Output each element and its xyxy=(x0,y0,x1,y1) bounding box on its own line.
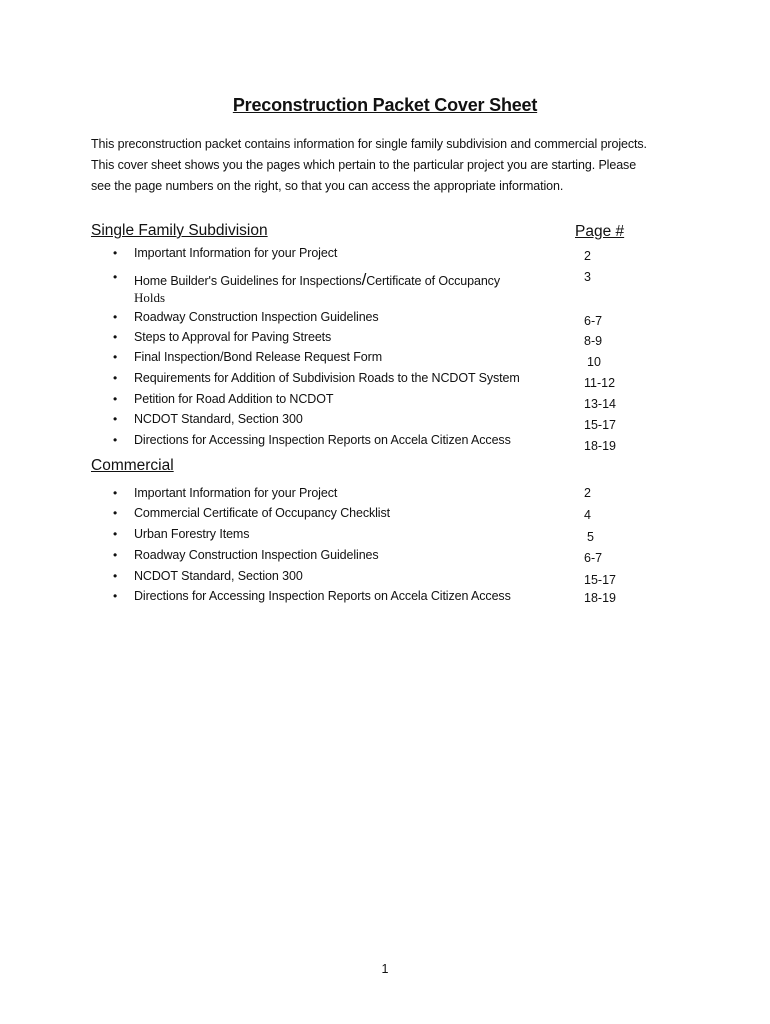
bullet: • xyxy=(113,486,118,500)
item-page: 15-17 xyxy=(584,418,616,432)
list-item xyxy=(0,270,770,290)
section-heading-single-family: Single Family Subdivision xyxy=(91,222,268,239)
bullet: • xyxy=(113,350,118,364)
bullet: • xyxy=(113,548,118,562)
item-page: 6-7 xyxy=(584,314,603,328)
item-label: NCDOT Standard, Section 300 xyxy=(134,412,303,426)
item-label: Directions for Accessing Inspection Reports on Accela Citizen Access xyxy=(134,589,511,603)
item-label: Steps to Approval for Paving Streets xyxy=(134,330,332,344)
item-label-part: Certificate of Occupancy xyxy=(366,274,500,288)
item-page: 6-7 xyxy=(584,551,603,565)
item-page: 18-19 xyxy=(584,439,616,453)
item-label: Important Information for your Project xyxy=(134,486,338,500)
item-page: 3 xyxy=(584,270,591,284)
bullet: • xyxy=(113,589,118,603)
list-item xyxy=(0,371,770,391)
list-item xyxy=(0,246,770,266)
item-page: 2 xyxy=(584,249,591,263)
item-label: NCDOT Standard, Section 300 xyxy=(134,569,303,583)
list-item xyxy=(0,330,770,350)
bullet: • xyxy=(113,412,118,426)
bullet: • xyxy=(113,310,118,324)
list-item xyxy=(0,433,770,453)
list-item xyxy=(0,569,770,589)
item-label: Commercial Certificate of Occupancy Checklist xyxy=(134,506,390,520)
list-item xyxy=(0,486,770,506)
page-column-heading: Page # xyxy=(575,223,625,240)
list-item xyxy=(0,412,770,432)
intro-line: see the page numbers on the right, so that you can access the appropriate information. xyxy=(91,179,564,193)
page-number: 1 xyxy=(381,962,389,976)
bullet: • xyxy=(113,433,118,447)
list-item xyxy=(0,589,770,609)
item-page: 8-9 xyxy=(584,334,603,348)
item-label: Final Inspection/Bond Release Request Form xyxy=(134,350,383,364)
item-label: Directions for Accessing Inspection Reports on Accela Citizen Access xyxy=(134,433,511,447)
section-heading-commercial: Commercial xyxy=(91,457,174,474)
bullet: • xyxy=(113,270,118,284)
item-page: 18-19 xyxy=(584,591,616,605)
item-page: 15-17 xyxy=(584,573,616,587)
bullet: • xyxy=(113,569,118,583)
item-label: Roadway Construction Inspection Guidelines xyxy=(134,310,379,324)
item-label: Requirements for Addition of Subdivision Roads to the NCDOT System xyxy=(134,371,520,385)
item-page: 5 xyxy=(587,530,594,544)
list-item xyxy=(0,527,770,547)
list-item xyxy=(0,506,770,526)
bullet: • xyxy=(113,330,118,344)
bullet: • xyxy=(113,371,118,385)
list-item xyxy=(0,548,770,568)
bullet: • xyxy=(113,527,118,541)
item-label: Petition for Road Addition to NCDOT xyxy=(134,392,334,406)
list-item xyxy=(0,350,770,370)
list-item xyxy=(0,392,770,412)
item-page: 10 xyxy=(587,355,601,369)
intro-line: This preconstruction packet contains information for single family subdivision and commercial projects. xyxy=(91,137,647,151)
item-label xyxy=(134,270,500,290)
item-page: 2 xyxy=(584,486,591,500)
bullet: • xyxy=(113,246,118,260)
item-page: 4 xyxy=(584,508,591,522)
item-label-part: Home Builder's Guidelines for Inspections xyxy=(134,274,362,288)
item-label: Urban Forestry Items xyxy=(134,527,250,541)
item-page: 13-14 xyxy=(584,397,616,411)
item-label: Roadway Construction Inspection Guidelines xyxy=(134,548,379,562)
page-title: Preconstruction Packet Cover Sheet xyxy=(232,95,538,115)
intro-paragraph xyxy=(91,134,691,197)
item-label: Important Information for your Project xyxy=(134,246,338,260)
intro-line: This cover sheet shows you the pages which pertain to the particular project you are starting. Please xyxy=(91,158,637,172)
item-label-continuation: Holds xyxy=(134,290,166,305)
list-item xyxy=(0,310,770,330)
item-page: 11-12 xyxy=(584,376,616,390)
bullet: • xyxy=(113,392,118,406)
bullet: • xyxy=(113,506,118,520)
item-label-slash: / xyxy=(361,270,367,289)
